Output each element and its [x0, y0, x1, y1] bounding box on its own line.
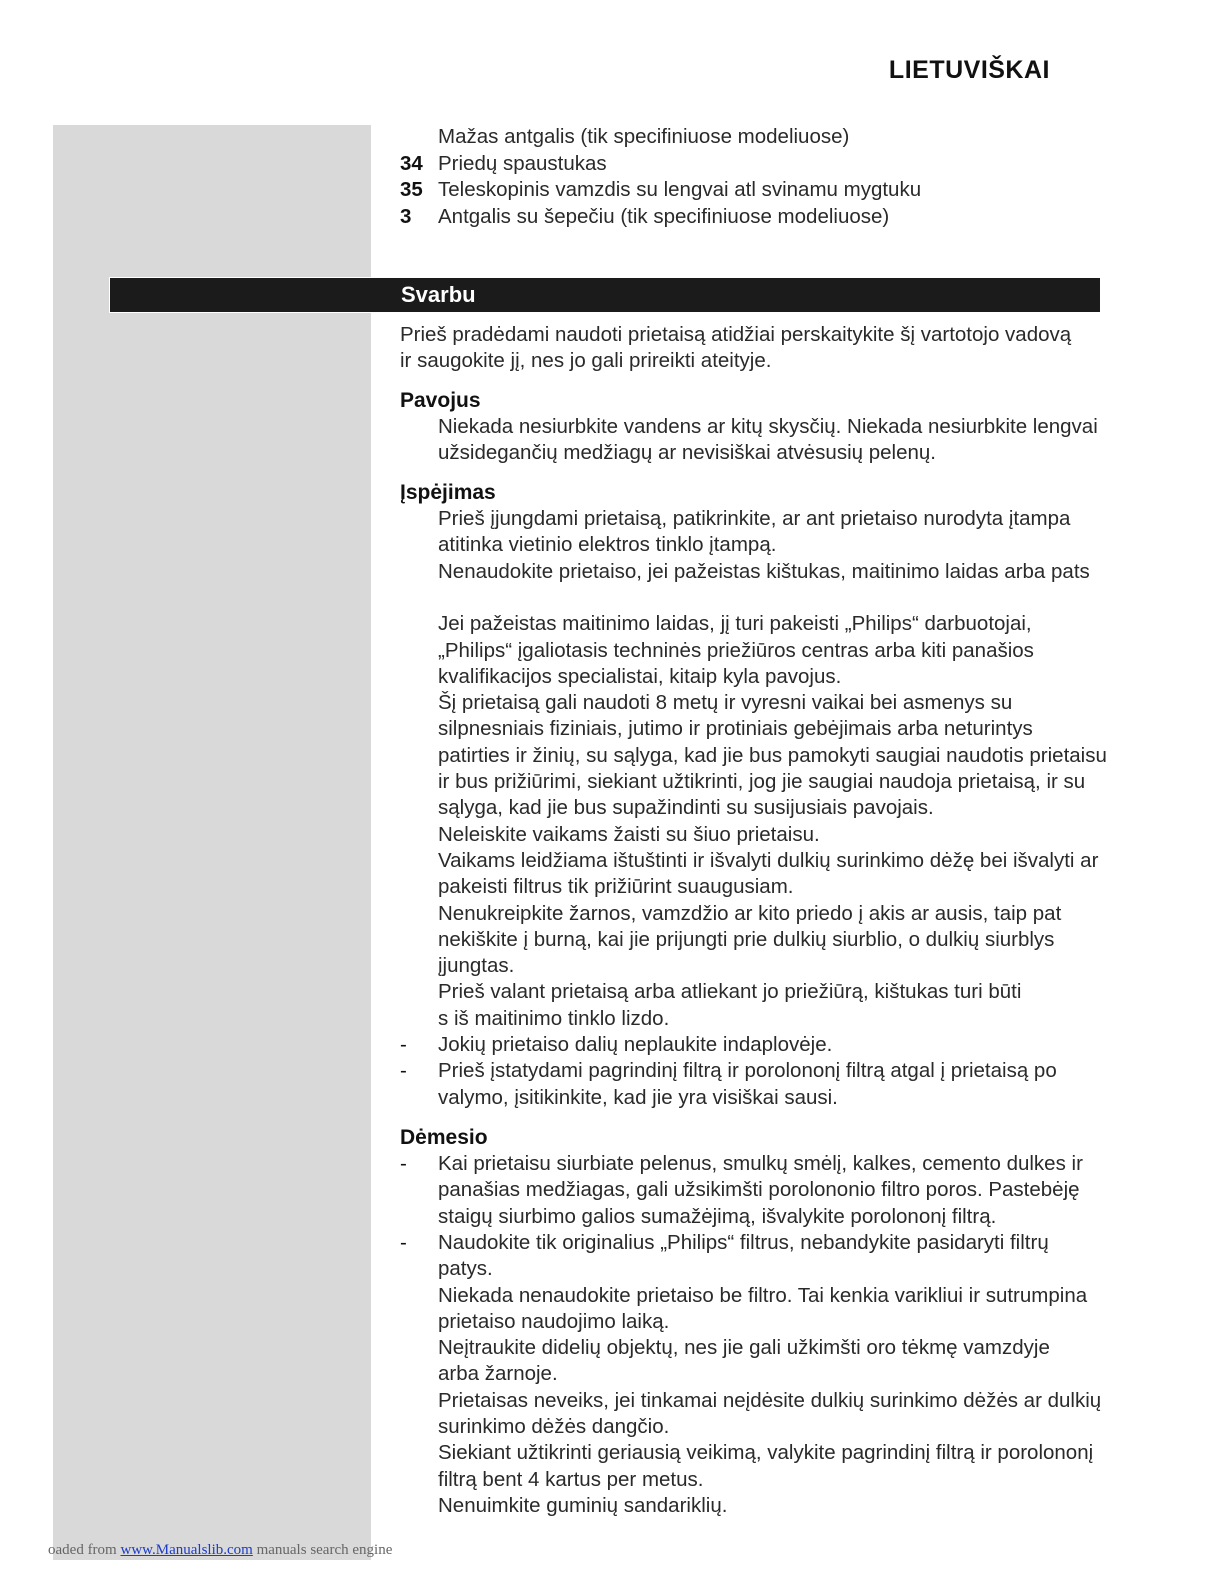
ispejimas-text: Jokių prietaiso dalių neplaukite indaplovėje.: [438, 1033, 833, 1056]
demesio-text: Prietaisas neveiks, jei tinkamai neįdėsite dulkių surinkimo dėžės ar dulkių: [438, 1388, 1102, 1412]
part-number: 3: [400, 205, 412, 228]
demesio-text: panašias medžiagas, gali užsikimšti porolononio filtro poros. Pastebėję: [438, 1178, 1080, 1202]
ispejimas-text: kvalifikacijos specialistai, kitaip kyla pavojus.: [438, 664, 842, 688]
section-title: Svarbu: [401, 282, 476, 307]
footer-prefix: oaded from: [48, 1542, 121, 1558]
ispejimas-text: įjungtas.: [438, 954, 515, 978]
intro-text: ir saugokite jį, nes jo gali prireikti ateityje.: [400, 349, 772, 372]
heading-pavojus: Pavojus: [400, 389, 481, 412]
demesio-text: Siekiant užtikrinti geriausią veikimą, valykite pagrindinį filtrą ir porolononį: [438, 1441, 1094, 1465]
ispejimas-text: atitinka vietinio elektros tinklo įtampą.: [438, 533, 777, 557]
bullet-marker: -: [400, 1152, 407, 1175]
heading-demesio: Dėmesio: [400, 1126, 488, 1149]
part-number: 34: [400, 152, 423, 175]
demesio-text: Niekada nenaudokite prietaiso be filtro. Tai kenkia varikliui ir sutrumpina: [438, 1283, 1088, 1307]
demesio-text: Naudokite tik originalius „Philips“ filtrus, nebandykite pasidaryti filtrų: [438, 1230, 1049, 1254]
pavojus-text: užsidegančių medžiagų ar nevisiškai atvėsusių pelenų.: [438, 441, 936, 464]
ispejimas-text: ir bus prižiūrimi, siekiant užtikrinti, jog jie saugiai naudoja prietaisą, ir su: [438, 770, 1086, 793]
bullet-marker: -: [400, 1033, 407, 1056]
language-header: LIETUVIŠKAI: [888, 56, 1050, 84]
ispejimas-text: Jei pažeistas maitinimo laidas, jį turi pakeisti „Philips“ darbuotojai,: [438, 612, 1032, 636]
demesio-text: prietaiso naudojimo laiką.: [438, 1309, 670, 1333]
ispejimas-text: Nenukreipkite žarnos, vamzdžio ar kito priedo į akis ar ausis, taip pat: [438, 901, 1062, 925]
demesio-text: arba žarnoje.: [438, 1362, 558, 1386]
ispejimas-text: sąlyga, kad jie bus supažindinti su susijusiais pavojais.: [438, 796, 934, 820]
footer-suffix: manuals search engine: [252, 1542, 393, 1558]
pavojus-text: Niekada nesiurbkite vandens ar kitų skysčių. Niekada nesiurbkite lengvai: [438, 415, 1098, 438]
part-label: Mažas antgalis (tik specifiniuose modeliuose): [438, 125, 850, 148]
ispejimas-text: Prieš įstatydami pagrindinį filtrą ir porolononį filtrą atgal į prietaisą po: [438, 1059, 1057, 1083]
part-number: 35: [400, 178, 423, 201]
ispejimas-text: pakeisti filtrus tik prižiūrint suaugusiam.: [438, 875, 794, 899]
left-margin-gray-band: [53, 125, 371, 1560]
heading-ispejimas: Įspėjimas: [400, 481, 496, 504]
demesio-text: staigų siurbimo galios sumažėjimą, išvalykite porolononį filtrą.: [438, 1204, 997, 1228]
ispejimas-text: Neleiskite vaikams žaisti su šiuo prietaisu.: [438, 822, 820, 846]
bullet-marker: -: [400, 1059, 407, 1083]
ispejimas-text: s iš maitinimo tinklo lizdo.: [438, 1006, 670, 1030]
ispejimas-text: Prieš įjungdami prietaisą, patikrinkite, ar ant prietaiso nurodyta įtampa: [438, 507, 1071, 530]
manualslib-link[interactable]: www.Manualslib.com: [120, 1542, 253, 1558]
ispejimas-text: Nenaudokite prietaiso, jei pažeistas kištukas, maitinimo laidas arba pats: [438, 559, 1090, 583]
demesio-text: surinkimo dėžės dangčio.: [438, 1415, 670, 1438]
intro-text: Prieš pradėdami naudoti prietaisą atidžiai perskaitykite šį vartotojo vadovą: [400, 323, 1072, 346]
demesio-text: Nenuimkite guminių sandariklių.: [438, 1493, 728, 1517]
demesio-text: Neįtraukite didelių objektų, nes jie gali užkimšti oro tėkmę vamzdyje: [438, 1336, 1050, 1360]
part-label: Priedų spaustukas: [438, 152, 607, 175]
ispejimas-text: silpnesniais fiziniais, jutimo ir protiniais gebėjimais arba neturintys: [438, 717, 1033, 741]
section-header-bar: [110, 278, 1100, 312]
ispejimas-text: nekiškite į burną, kai jie prijungti prie dulkių siurblio, o dulkių siurblys: [438, 927, 1055, 951]
ispejimas-text: Vaikams leidžiama ištuštinti ir išvalyti dulkių surinkimo dėžę bei išvalyti ar: [438, 848, 1099, 872]
ispejimas-text: Šį prietaisą gali naudoti 8 metų ir vyresni vaikai bei asmenys su: [438, 691, 1013, 715]
part-label: Antgalis su šepečiu (tik specifiniuose modeliuose): [438, 205, 890, 228]
demesio-text: patys.: [438, 1257, 493, 1281]
footer-source: [48, 1542, 392, 1559]
ispejimas-text: valymo, įsitikinkite, kad jie yra visiškai sausi.: [438, 1085, 838, 1109]
ispejimas-text: patirties ir žinių, su sąlyga, kad jie bus pamokyti saugiai naudotis prietaisu: [438, 743, 1107, 767]
demesio-text: filtrą bent 4 kartus per metus.: [438, 1467, 704, 1491]
part-label: Teleskopinis vamzdis su lengvai atl svinamu mygtuku: [438, 178, 922, 201]
ispejimas-text: „Philips“ įgaliotasis techninės priežiūros centras arba kiti panašios: [438, 638, 1034, 662]
ispejimas-text: Prieš valant prietaisą arba atliekant jo priežiūrą, kištukas turi būti: [438, 980, 1022, 1004]
bullet-marker: -: [400, 1230, 407, 1254]
demesio-text: Kai prietaisu siurbiate pelenus, smulkų smėlį, kalkes, cemento dulkes ir: [438, 1152, 1083, 1175]
